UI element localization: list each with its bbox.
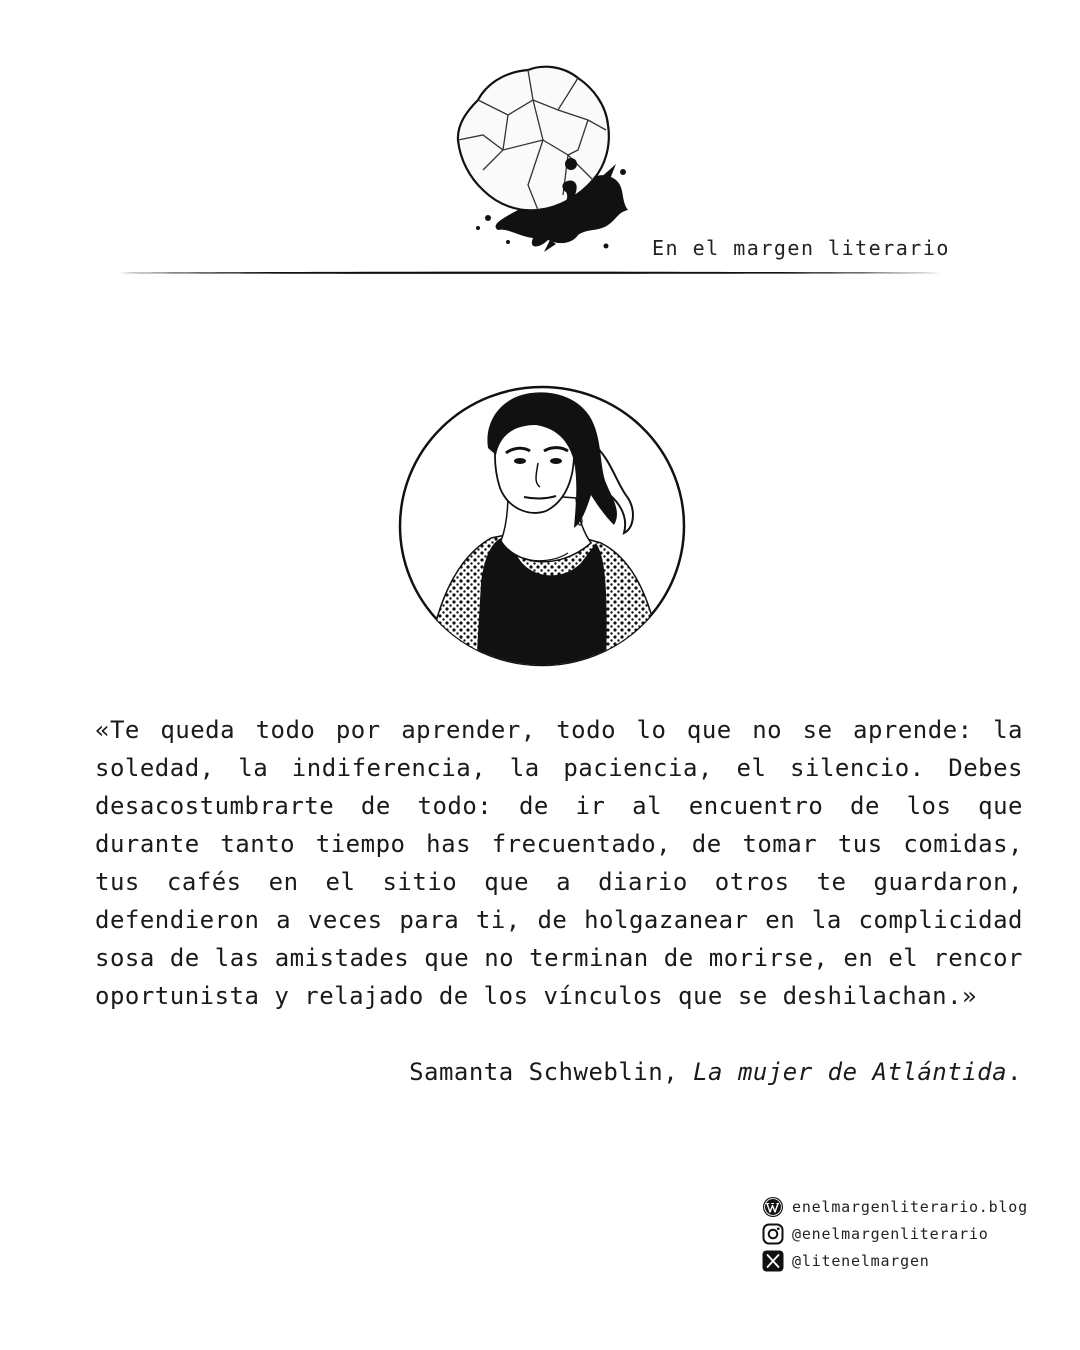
x-icon xyxy=(762,1250,784,1272)
wordpress-icon xyxy=(762,1196,784,1218)
social-links xyxy=(762,1193,1042,1274)
author-portrait xyxy=(396,383,688,669)
quote-text: «Te queda todo por aprender, todo lo que no se aprende: la soledad, la indiferencia, la paciencia, el silencio. Debes desacostumbrarte de todo: de ir al encuentro de los que durante tanto tiempo has frecuentado, de tomar tus comidas, tus cafés en el sitio que a diario otros te guardaron, defendieron a veces para ti, de holgazanear en la complicidad sosa de las amistades que no terminan de morirse, en el rencor oportunista y relajado de los vínculos que se deshilachan.» xyxy=(95,716,1023,1010)
blog-label: enelmargenliterario.blog xyxy=(792,1197,1028,1216)
instagram-label: @enelmargenliterario xyxy=(792,1224,989,1243)
quote-attribution xyxy=(409,1053,1022,1091)
logo-paper-ball xyxy=(448,60,638,252)
quote-work-title: La mujer de Atlántida xyxy=(693,1058,1008,1086)
blog-link[interactable] xyxy=(762,1193,1042,1220)
x-link[interactable] xyxy=(762,1247,1042,1274)
x-label: @litenelmargen xyxy=(792,1251,930,1270)
attribution-period: . xyxy=(1007,1058,1022,1086)
header-divider xyxy=(110,270,940,276)
quote-author: Samanta Schweblin, xyxy=(409,1058,694,1086)
instagram-icon xyxy=(762,1223,784,1245)
instagram-link[interactable] xyxy=(762,1220,1042,1247)
brand-title: En el margen literario xyxy=(652,236,950,260)
